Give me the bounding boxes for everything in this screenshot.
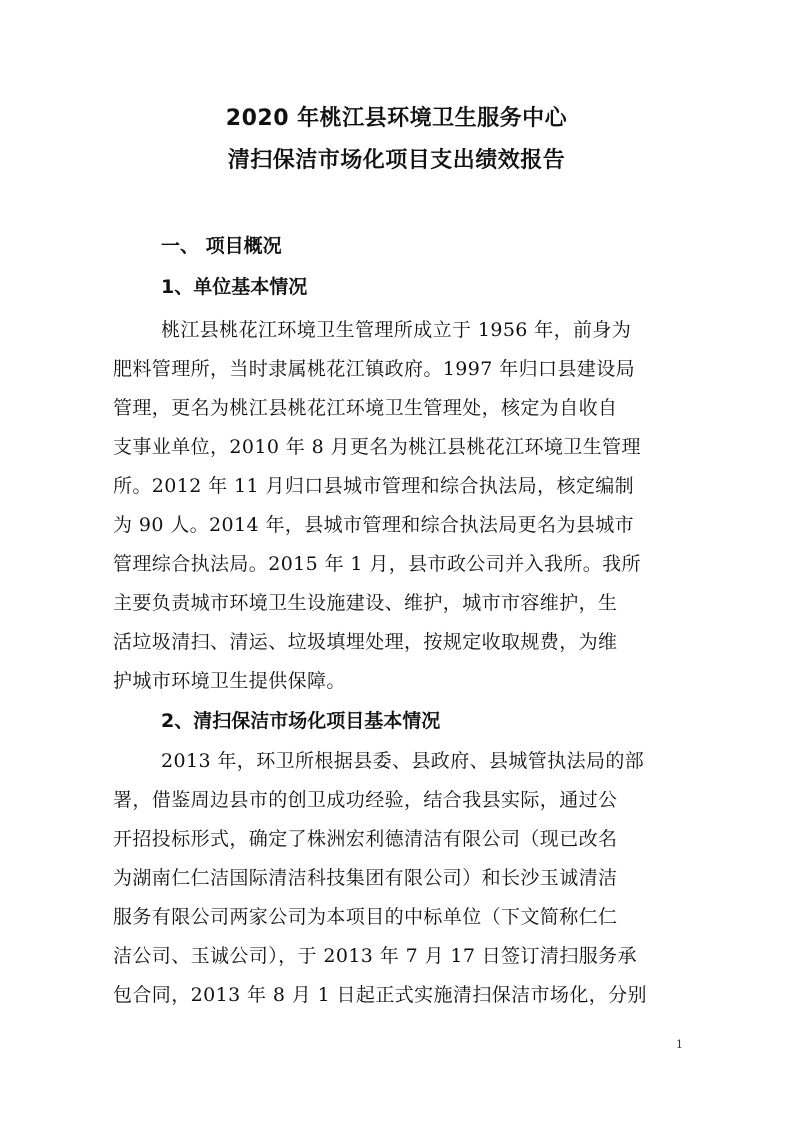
paragraph-line: 所。2012 年 11 月归口县城市管理和综合执法局，核定编制 (113, 475, 635, 497)
paragraph-line: 活垃圾清扫、清运、垃圾填埋处理，按规定收取规费，为维 (113, 631, 618, 653)
paragraph-line: 开招投标形式，确定了株洲宏利德清洁有限公司（现已改名 (113, 828, 618, 850)
paragraph-line: 包合同，2013 年 8 月 1 日起正式实施清扫保洁市场化，分别 (113, 984, 647, 1006)
paragraph-line: 洁公司、玉诚公司），于 2013 年 7 月 17 日签订清扫服务承 (113, 945, 637, 967)
paragraph-line: 管理，更名为桃江县桃花江环境卫生管理处，核定为自收自 (113, 397, 618, 419)
paragraph-line: 服务有限公司两家公司为本项目的中标单位（下文简称仁仁 (113, 906, 618, 928)
page-number: 1 (676, 1038, 683, 1051)
subsection-heading-unit-basics: 1、单位基本情况 (161, 276, 308, 298)
paragraph-line: 为 90 人。2014 年，县城市管理和综合执法局更名为县城市 (113, 514, 635, 536)
paragraph-line: 支事业单位，2010 年 8 月更名为桃江县桃花江环境卫生管理 (113, 436, 641, 458)
subsection-heading-project-basics: 2、清扫保洁市场化项目基本情况 (161, 710, 441, 732)
paragraph-line: 2013 年，环卫所根据县委、县政府、县城管执法局的部 (161, 750, 645, 772)
section-heading-overview: 一、 项目概况 (161, 235, 282, 257)
document-title-line-1: 2020 年桃江县环境卫生服务中心 (225, 106, 568, 131)
paragraph-line: 护城市环境卫生提供保障。 (113, 670, 346, 692)
document-title-line-2: 清扫保洁市场化项目支出绩效报告 (227, 148, 566, 173)
paragraph-line: 桃江县桃花江环境卫生管理所成立于 1956 年，前身为 (161, 319, 632, 341)
paragraph-line: 为湖南仁仁洁国际清洁科技集团有限公司）和长沙玉诚清洁 (113, 867, 618, 889)
paragraph-line: 署，借鉴周边县市的创卫成功经验，结合我县实际，通过公 (113, 789, 618, 811)
paragraph-line: 肥料管理所，当时隶属桃花江镇政府。1997 年归口县建设局 (113, 358, 635, 380)
paragraph-line: 主要负责城市环境卫生设施建设、维护，城市市容维护，生 (113, 592, 618, 614)
paragraph-line: 管理综合执法局。2015 年 1 月，县市政公司并入我所。我所 (113, 553, 641, 575)
